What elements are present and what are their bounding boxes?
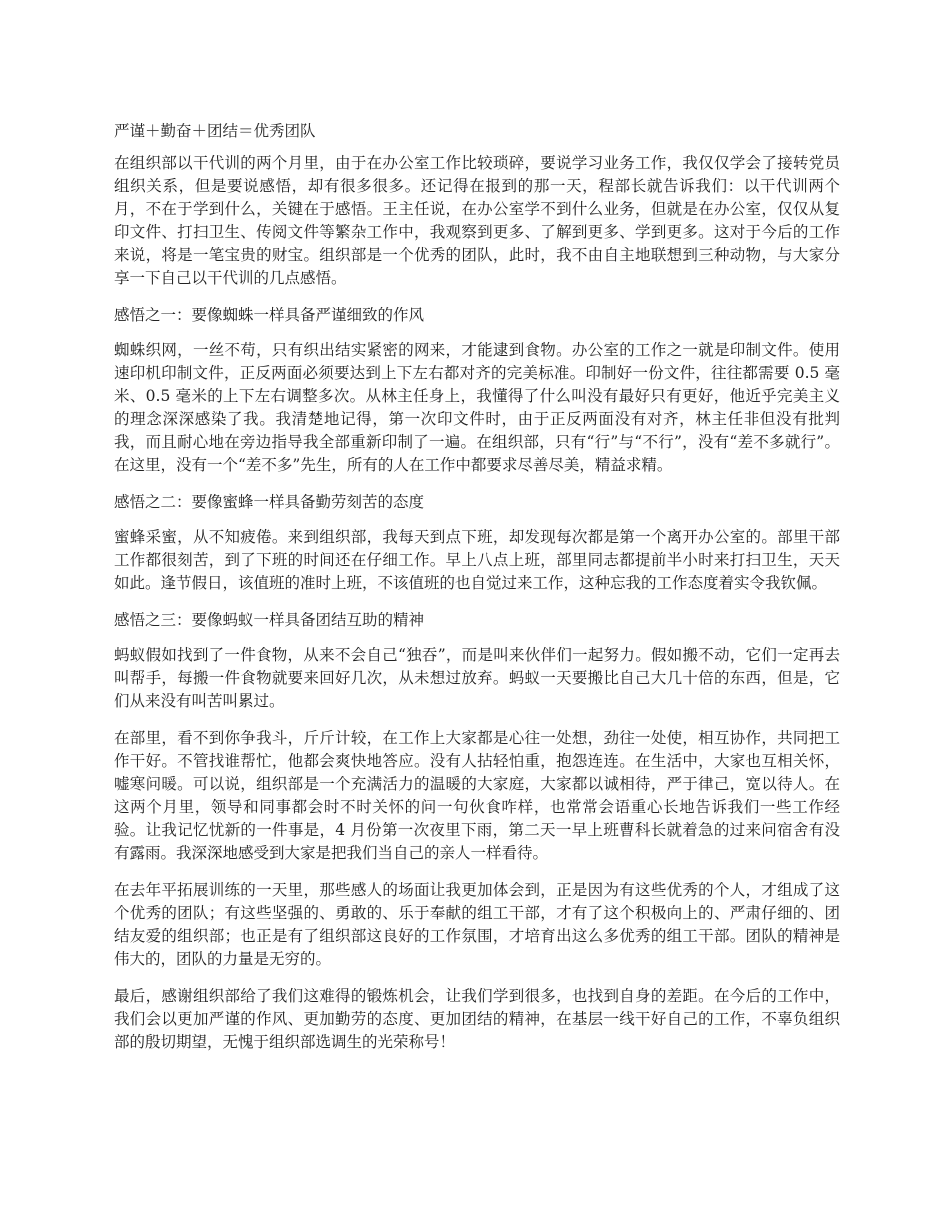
closing-paragraph: 最后，感谢组织部给了我们这难得的锻炼机会，让我们学到很多，也找到自身的差距。在今后的工作中，我们会以更加严谨的作风、更加勤劳的态度、更加团结的精神，在基层一线干好自己的工作，不辜负组织部的殷切期望，无愧于组织部选调生的光荣称号！ (114, 987, 840, 1051)
document-title: 严谨＋勤奋＋团结＝优秀团队 (114, 122, 316, 140)
section-1-heading: 感悟之一：要像蜘蛛一样具备严谨细致的作风 (114, 306, 425, 324)
section-3-paragraph-2: 在部里，看不到你争我斗，斤斤计较，在工作上大家都是心往一处想，劲往一处使，相互协作，共同把工作干好。不管找谁帮忙，他都会爽快地答应。没有人拈轻怕重，抱怨连连。在生活中，大家也互相关怀，嘘寒问暖。可以说，组织部是一个充满活力的温暖的大家庭，大家都以诚相待，严于律己，宽以待人。在这两个月里，领导和同事都会时不时关怀的问一句伙食咋样，也常常会语重心长地告诉我们一些工作经验。让我记忆忧新的一件事是，4 月份第一次夜里下雨，第二天一早上班曹科长就着急的过来问宿舍有没有露雨。我深深地感受到大家是把我们当自己的亲人一样看待。 (114, 729, 840, 862)
section-3-heading: 感悟之三：要像蚂蚁一样具备团结互助的精神 (114, 611, 425, 629)
section-2-paragraph-1: 蜜蜂采蜜，从不知疲倦。来到组织部，我每天到点下班，却发现每次都是第一个离开办公室的。部里干部工作都很刻苦，到了下班的时间还在仔细工作。早上八点上班，部里同志都提前半小时来打扫卫生，天天如此。逢节假日，该值班的准时上班，不该值班的也自觉过来工作，这种忘我的工作态度着实令我钦佩。 (114, 528, 840, 592)
document-page (114, 120, 840, 1068)
section-2-heading: 感悟之二：要像蜜蜂一样具备勤劳刻苦的态度 (114, 493, 425, 511)
intro-paragraph: 在组织部以干代训的两个月里，由于在办公室工作比较琐碎，要说学习业务工作，我仅仅学会了接转党员组织关系，但是要说感悟，却有很多很多。还记得在报到的那一天，程部长就告诉我们：以干代训两个月，不在于学到什么，关键在于感悟。王主任说，在办公室学不到什么业务，但就是在办公室，仅仅从复印文件、打扫卫生、传阅文件等繁杂工作中，我观察到更多、了解到更多、学到更多。这对于今后的工作来说，将是一笔宝贵的财宝。组织部是一个优秀的团队，此时，我不由自主地联想到三种动物，与大家分享一下自己以干代训的几点感悟。 (114, 154, 840, 287)
section-3-paragraph-1: 蚂蚁假如找到了一件食物，从来不会自己“独吞”，而是叫来伙伴们一起努力。假如搬不动，它们一定再去叫帮手，每搬一件食物就要来回好几次，从未想过放弃。蚂蚁一天要搬比自己大几十倍的东西，但是，它们从来没有叫苦叫累过。 (114, 646, 840, 710)
section-1-paragraph-1: 蜘蛛织网，一丝不苟，只有织出结实紧密的网来，才能逮到食物。办公室的工作之一就是印制文件。使用速印机印制文件，正反两面必须要达到上下左右都对齐的完美标准。印制好一份文件，往往都需要 0.5 毫米、0.5 毫米的上下左右调整多次。从林主任身上，我懂得了什么叫没有最好只有更好，他近乎完美主义的理念深深感染了我。我清楚地记得，第一次印文件时，由于正反两面没有对齐，林主任非但没有批判我，而且耐心地在旁边指导我全部重新印制了一遍。在组织部，只有“行”与“不行”，没有“差不多就行”。在这里，没有一个“差不多”先生，所有的人在工作中都要求尽善尽美，精益求精。 (114, 341, 840, 474)
section-3-paragraph-3: 在去年平拓展训练的一天里，那些感人的场面让我更加体会到，正是因为有这些优秀的个人，才组成了这个优秀的团队；有这些坚强的、勇敢的、乐于奉献的组工干部，才有了这个积极向上的、严肃仔细的、团结友爱的组织部；也正是有了组织部这良好的工作氛围，才培育出这么多优秀的组工干部。团队的精神是伟大的，团队的力量是无穷的。 (114, 881, 840, 968)
